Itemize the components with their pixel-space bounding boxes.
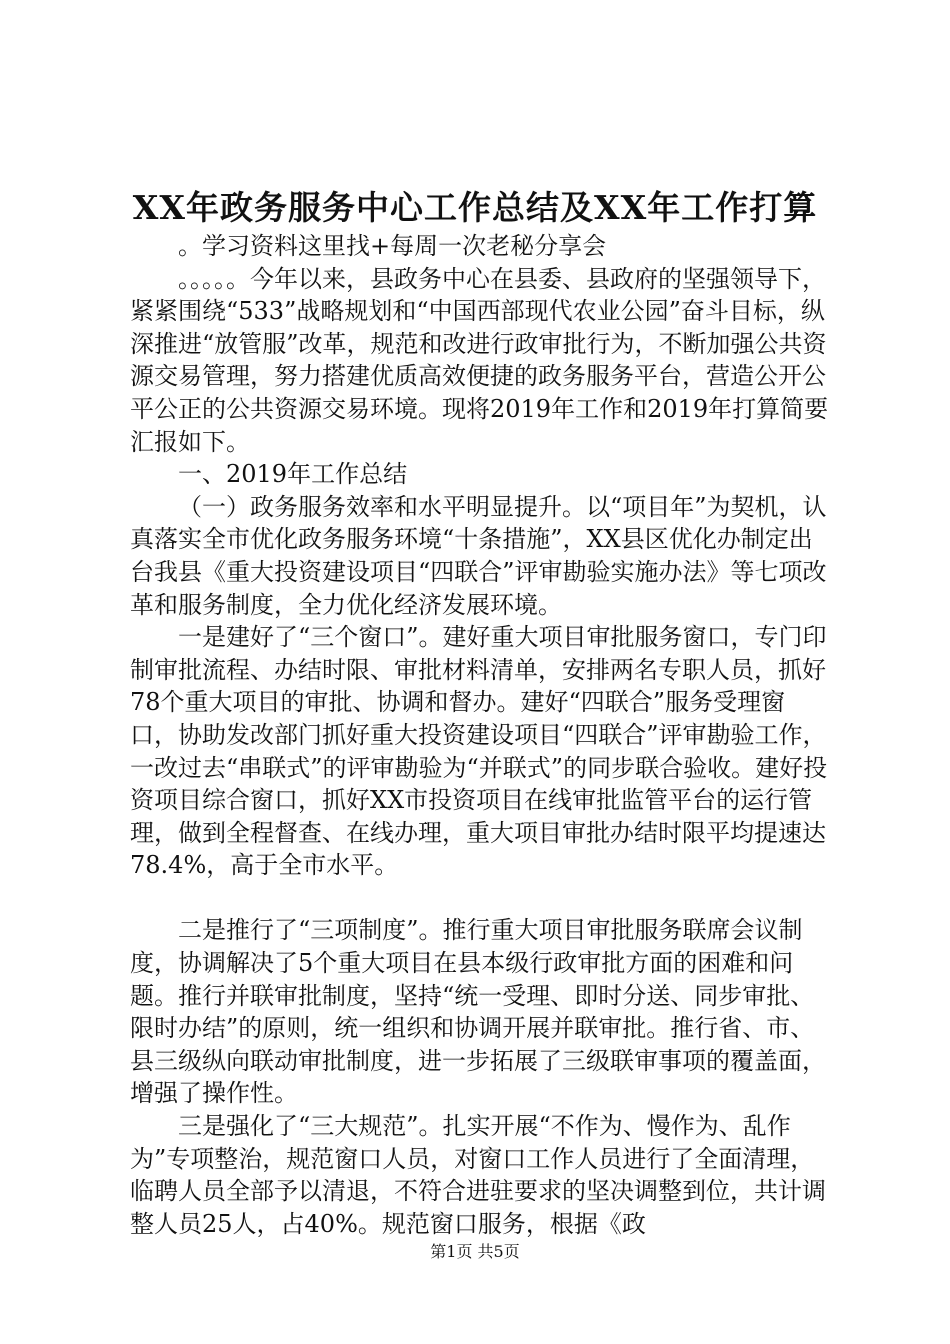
paragraph-opening: 。。。。。今年以来，县政务中心在县委、县政府的坚强领导下，紧紧围绕“533”战略规划和“中国西部现代农业公园”奋斗目标，纵深推进“放管服”改革，规范和改进行政审批行为，不断加强公共资源交易管理，努力搭建优质高效便捷的政务服务平台，营造公开公平公正的公共资源交易环境。现将2019年工作和2019年打算简要汇报如下。 — [130, 264, 829, 456]
document-title: XX年政务服务中心工作总结及XX年工作打算 — [132, 188, 818, 227]
paragraph-three-windows: 一是建好了“三个窗口”。建好重大项目审批服务窗口，专门印制审批流程、办结时限、审批材料清单，安排两名专职人员，抓好78个重大项目的审批、协调和督办。建好“四联合”服务受理窗口，协助发改部门抓好重大投资建设项目“四联合”评审勘验工作，一改过去“串联式”的评审勘验为“并联式”的同步联合验收。建好投资项目综合窗口，抓好XX市投资项目在线审批监管平台的运行管理，做到全程督查、在线办理，重大项目审批办结时限平均提速达78.4%，高于全市水平。 — [130, 623, 828, 880]
paragraph-intro-note: 。学习资料这里找+每周一次老秘分享会 — [178, 232, 607, 260]
page-footer: 第1页 共5页 — [430, 1242, 520, 1261]
document-body — [130, 230, 830, 1240]
section-heading: 一、2019年工作总结 — [178, 460, 408, 489]
paragraph-three-systems: 二是推行了“三项制度”。推行重大项目审批服务联席会议制度，协调解决了5个重大项目在县本级行政审批方面的困难和问题。推行并联审批制度，坚持“统一受理、即时分送、同步审批、限时办结”的原则，统一组织和协调开展并联审批。推行省、市、县三级纵向联动审批制度，进一步拓展了三级联审事项的覆盖面，增强了操作性。 — [130, 916, 826, 1108]
paragraph-section-1: （一）政务服务效率和水平明显提升。以“项目年”为契机，认真落实全市优化政务服务环境“十条措施”，XX县区优化办制定出台我县《重大投资建设项目“四联合”评审勘验实施办法》等七项改革和服务制度，全力优化经济发展环境。 — [130, 492, 827, 619]
paragraph-three-norms: 三是强化了“三大规范”。扎实开展“不作为、慢作为、乱作为”专项整治，规范窗口人员，对窗口工作人员进行了全面清理，临聘人员全部予以清退，不符合进驻要求的坚决调整到位，共计调整人员25人，占40%。规范窗口服务，根据《政 — [130, 1112, 826, 1238]
